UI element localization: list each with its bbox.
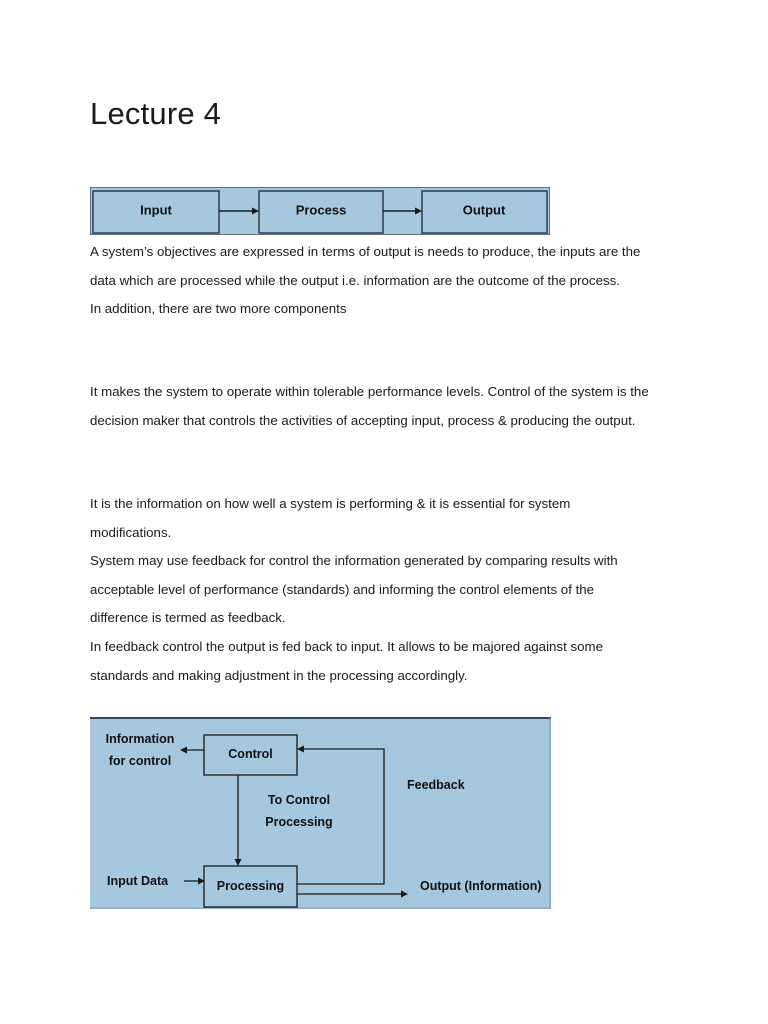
processing-label: Processing [216, 879, 285, 893]
paragraph-system-objectives: A system’s objectives are expressed in terms of output is needs to produce, the inputs are the data which are processed while the output i.e. information are the outcome of the process. [90, 244, 641, 288]
output-label: Output [462, 202, 506, 218]
input-label: Input [140, 202, 172, 218]
page-title: Lecture 4 [90, 96, 222, 131]
to-control-processing-label-line1: To Control [267, 793, 331, 807]
information-for-control-label-line1: Information [105, 732, 175, 746]
feedback-control-diagram [90, 717, 551, 909]
paragraph-control: It makes the system to operate within tolerable performance levels. Control of the system is the decision maker that controls the activities of accepting input, process & producing the output. [90, 384, 649, 428]
paragraph-feedback-control: System may use feedback for control the information generated by comparing results with acceptable level of performance (standards) and informing the control elements of the difference is termed as feedback. [90, 553, 618, 626]
to-control-processing-label-line2: Processing [265, 815, 333, 829]
input-data-label: Input Data [107, 874, 169, 888]
paragraph-feedback-definition: It is the information on how well a system is performing & it is essential for system modifications. [90, 496, 571, 540]
control-text [90, 378, 650, 435]
output-information-label: Output (Information) [420, 879, 542, 893]
control-label: Control [228, 747, 273, 761]
feedback-label: Feedback [407, 778, 465, 792]
paragraph-two-more-components: In addition, there are two more components [90, 301, 347, 317]
process-label: Process [295, 202, 347, 218]
feedback-text [90, 490, 650, 690]
intro-text [90, 238, 650, 324]
information-for-control-label-line2: for control [108, 754, 172, 768]
input-process-output-diagram [90, 187, 550, 235]
paragraph-feedback-output: In feedback control the output is fed back to input. It allows to be majored against some standards and making adjustment in the processing accordingly. [90, 638, 603, 683]
